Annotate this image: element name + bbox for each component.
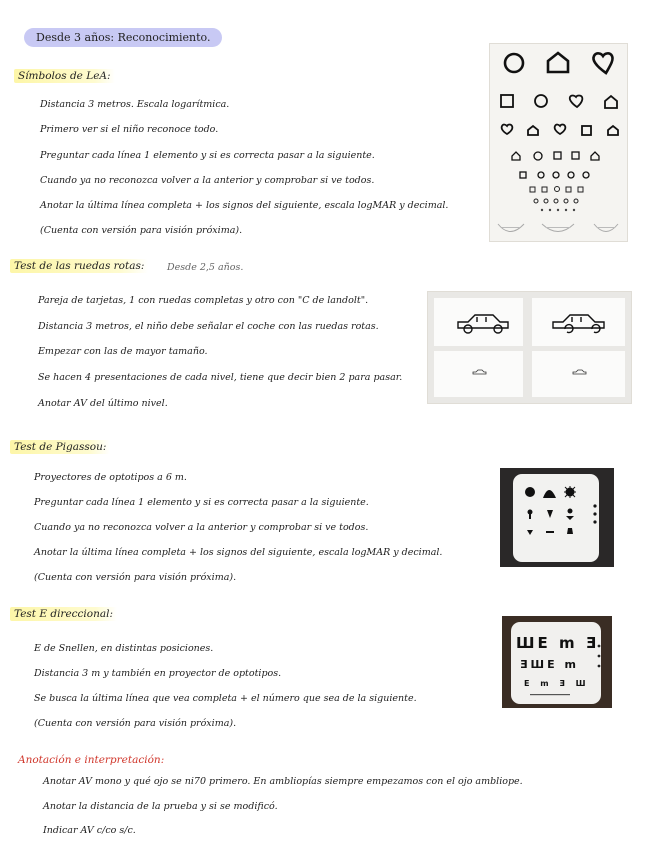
anotacion-line: Anotar la distancia de la prueba y si se modificó. (43, 801, 278, 812)
pigassou-projector-image (500, 468, 614, 567)
e-direccional-line: Distancia 3 m y también en proyector de optotipos. (34, 668, 282, 679)
pigassou-line: Cuando ya no reconozca volver a la anterior y comprobar si ve todos. (34, 522, 369, 533)
e-direccional-heading: Test E direccional: (10, 607, 117, 621)
lea-line: (Cuenta con versión para visión próxima). (40, 225, 243, 236)
pigassou-line: Proyectores de optotipos a 6 m. (34, 472, 187, 483)
ruedas-age-note: Desde 2,5 años. (167, 262, 244, 273)
lea-line: Cuando ya no reconozca volver a la anterior y comprobar si ve todos. (40, 175, 375, 186)
anotacion-line: Anotar AV mono y qué ojo se ni70 primero. En ambliopías siempre empezamos con el ojo ambliope. (43, 776, 523, 787)
pigassou-line: Anotar la última línea completa + los signos del siguiente, escala logMAR y decimal. (34, 547, 443, 558)
anotacion-line: Indicar AV c/co s/c. (43, 825, 136, 836)
ruedas-line: Distancia 3 metros, el niño debe señalar el coche con las ruedas rotas. (38, 321, 379, 332)
pigassou-heading: Test de Pigassou: (10, 440, 110, 454)
ruedas-heading: Test de las ruedas rotas: (10, 259, 148, 273)
tumbling-e-chart-image (502, 616, 612, 708)
e-direccional-line: Se busca la última línea que vea completa + el número que sea de la siguiente. (34, 693, 417, 704)
broken-wheels-cards-image (427, 291, 632, 404)
page-title: Desde 3 años: Reconocimiento. (24, 28, 222, 47)
lea-line: Primero ver si el niño reconoce todo. (40, 124, 219, 135)
ruedas-line: Empezar con las de mayor tamaño. (38, 346, 208, 357)
e-direccional-line: E de Snellen, en distintas posiciones. (34, 643, 214, 654)
lea-line: Preguntar cada línea 1 elemento y si es correcta pasar a la siguiente. (40, 150, 375, 161)
pigassou-line: (Cuenta con versión para visión próxima). (34, 572, 237, 583)
ruedas-line: Anotar AV del último nivel. (38, 398, 168, 409)
e-direccional-line: (Cuenta con versión para visión próxima). (34, 718, 237, 729)
ruedas-line: Pareja de tarjetas, 1 con ruedas completas y otro con "C de landolt". (38, 295, 369, 306)
ruedas-line: Se hacen 4 presentaciones de cada nivel, tiene que decir bien 2 para pasar. (38, 372, 403, 383)
svg-text:ШЕ m Ǝ: ШЕ m Ǝ (516, 634, 600, 652)
lea-line: Distancia 3 metros. Escala logarítmica. (40, 99, 230, 110)
svg-text:E m Ǝ Ш: E m Ǝ Ш (524, 679, 590, 688)
lea-symbols-chart-image (489, 43, 628, 242)
svg-text:ƎШЕ m: ƎШЕ m (520, 658, 579, 671)
pigassou-line: Preguntar cada línea 1 elemento y si es correcta pasar a la siguiente. (34, 497, 369, 508)
lea-heading: Símbolos de LeA: (14, 69, 115, 83)
lea-line: Anotar la última línea completa + los signos del siguiente, escala logMAR y decimal. (40, 200, 449, 211)
anotacion-heading: Anotación e interpretación: (18, 754, 165, 766)
